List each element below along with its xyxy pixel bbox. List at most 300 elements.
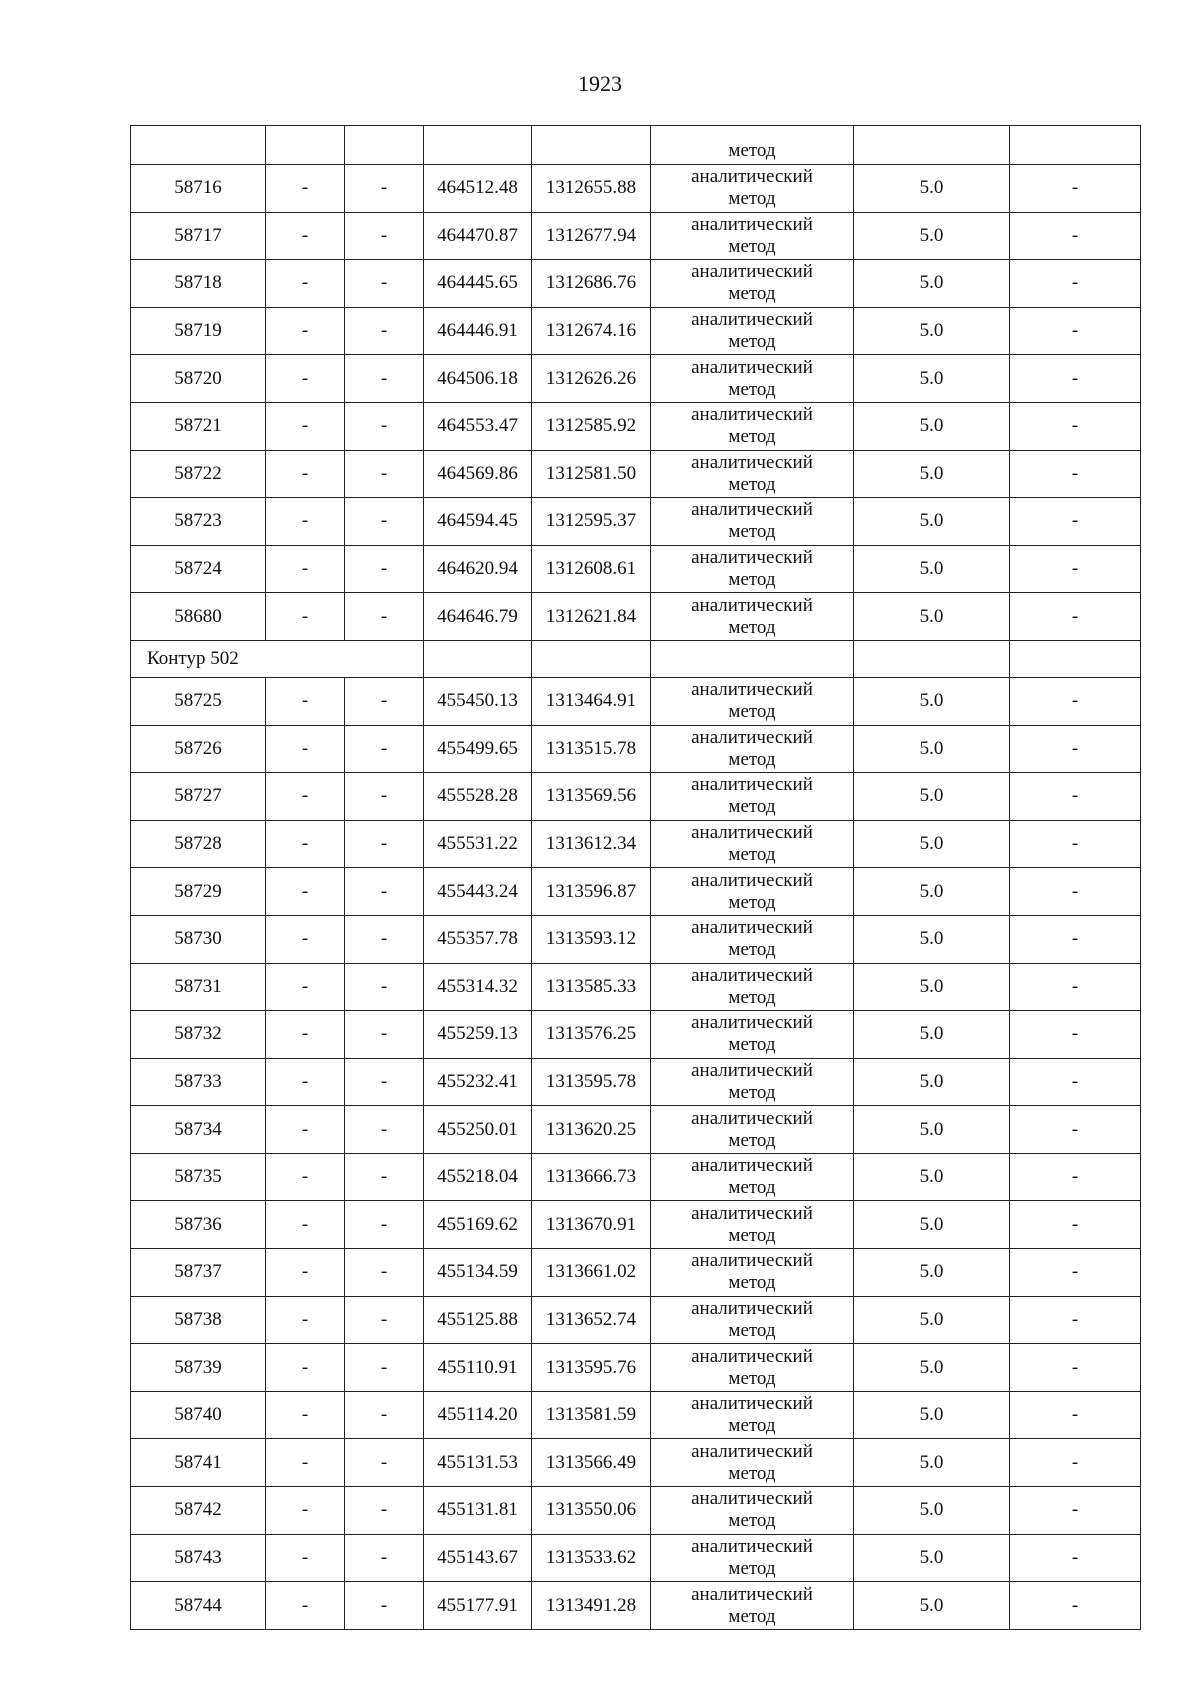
dash-cell: - [1010,307,1141,355]
method-cell [651,307,854,355]
method-line-2: метод [728,986,776,1008]
y-coordinate-cell: 1313566.49 [532,1439,651,1487]
method-line-2: метод [728,188,776,210]
method-cell [651,355,854,403]
dash-cell: - [1010,165,1141,213]
accuracy-cell: 5.0 [854,402,1010,450]
method-line-1: аналитический [691,1440,813,1462]
x-coordinate-cell: 455499.65 [424,725,532,773]
table-row [131,1249,1141,1297]
dash-cell: - [266,963,345,1011]
y-coordinate-cell: 1313661.02 [532,1249,651,1297]
dash-cell: - [345,402,424,450]
y-coordinate-cell: 1312585.92 [532,402,651,450]
point-number-cell: 58723 [131,498,266,546]
method-cell [651,212,854,260]
dash-cell: - [1010,1487,1141,1535]
method-line-1: аналитический [691,499,813,521]
dash-cell: - [266,165,345,213]
dash-cell: - [345,677,424,725]
y-coordinate-cell: 1313581.59 [532,1391,651,1439]
table-row [131,1058,1141,1106]
point-number-cell: 58717 [131,212,266,260]
table-row [131,450,1141,498]
y-coordinate-cell: 1312686.76 [532,260,651,308]
dash-cell: - [345,1011,424,1059]
table-row [131,1344,1141,1392]
dash-cell: - [345,1391,424,1439]
dash-cell: - [266,402,345,450]
empty-cell [1010,640,1141,677]
point-number-cell: 58743 [131,1534,266,1582]
dash-cell: - [266,1201,345,1249]
dash-cell: - [266,260,345,308]
y-coordinate-cell: 1313666.73 [532,1153,651,1201]
x-coordinate-cell: 455259.13 [424,1011,532,1059]
x-coordinate-cell: 455125.88 [424,1296,532,1344]
dash-cell: - [345,915,424,963]
dash-cell: - [1010,1391,1141,1439]
method-line-2: метод [728,378,776,400]
method-line-1: аналитический [691,774,813,796]
method-line-2: метод [728,1272,776,1294]
dash-cell: - [345,1344,424,1392]
method-cell [651,498,854,546]
method-cell [651,1534,854,1582]
method-line-1: аналитический [691,1488,813,1510]
point-number-cell: 58733 [131,1058,266,1106]
method-cell [651,1011,854,1059]
accuracy-cell: 5.0 [854,307,1010,355]
point-number-cell: 58726 [131,725,266,773]
dash-cell: - [1010,1201,1141,1249]
method-line-1: аналитический [691,726,813,748]
dash-cell: - [1010,450,1141,498]
dash-cell: - [345,963,424,1011]
dash-cell: - [266,1296,345,1344]
accuracy-cell: 5.0 [854,915,1010,963]
section-label: Контур 502 [131,640,424,677]
dash-cell: - [345,773,424,821]
method-line-1: аналитический [691,1535,813,1557]
method-line-1: аналитический [691,404,813,426]
accuracy-cell: 5.0 [854,820,1010,868]
method-line-1: аналитический [691,1583,813,1605]
table-row [131,355,1141,403]
accuracy-cell: 5.0 [854,1058,1010,1106]
accuracy-cell: 5.0 [854,545,1010,593]
dash-cell: - [266,677,345,725]
point-number-cell: 58739 [131,1344,266,1392]
point-number-cell: 58721 [131,402,266,450]
y-coordinate-cell: 1313515.78 [532,725,651,773]
dash-cell: - [345,1106,424,1154]
method-line-2: метод [728,1319,776,1341]
method-line-2: метод [728,1462,776,1484]
dash-cell: - [1010,1249,1141,1297]
point-number-cell: 58719 [131,307,266,355]
x-coordinate-cell: 455110.91 [424,1344,532,1392]
point-number-cell: 58744 [131,1582,266,1630]
method-cell [651,545,854,593]
x-coordinate-cell: 455177.91 [424,1582,532,1630]
method-cell [651,1249,854,1297]
dash-cell: - [345,545,424,593]
x-coordinate-cell: 464620.94 [424,545,532,593]
method-line-1: аналитический [691,917,813,939]
dash-cell: - [266,1011,345,1059]
point-number-cell: 58727 [131,773,266,821]
x-coordinate-cell: 455131.81 [424,1487,532,1535]
method-cell [651,820,854,868]
accuracy-cell: 5.0 [854,498,1010,546]
method-line-1: аналитический [691,309,813,331]
dash-cell: - [1010,260,1141,308]
dash-cell: - [266,593,345,641]
method-line-1: аналитический [691,679,813,701]
method-line-1: аналитический [691,213,813,235]
accuracy-cell: 5.0 [854,1106,1010,1154]
dash-cell: - [266,1487,345,1535]
dash-cell: - [345,820,424,868]
method-line-2: метод [728,891,776,913]
method-line-2: метод [728,1510,776,1532]
method-cell [651,1391,854,1439]
point-number-cell: 58734 [131,1106,266,1154]
method-line-1: аналитический [691,261,813,283]
dash-cell: - [1010,355,1141,403]
method-cell [651,260,854,308]
y-coordinate-cell: 1312626.26 [532,355,651,403]
point-number-cell: 58740 [131,1391,266,1439]
coordinates-table-body [131,126,1141,1630]
accuracy-cell: 5.0 [854,868,1010,916]
y-coordinate-cell: 1313576.25 [532,1011,651,1059]
x-coordinate-cell: 455528.28 [424,773,532,821]
method-line-2: метод [728,426,776,448]
method-line-1: аналитический [691,451,813,473]
dash-cell: - [266,450,345,498]
accuracy-cell: 5.0 [854,165,1010,213]
dash-cell: - [1010,1582,1141,1630]
dash-cell: - [345,450,424,498]
table-row [131,498,1141,546]
method-cell [651,1106,854,1154]
x-coordinate-cell: 455443.24 [424,868,532,916]
method-cell [651,773,854,821]
dash-cell: - [1010,725,1141,773]
method-line-1: аналитический [691,356,813,378]
method-cell [651,1487,854,1535]
y-coordinate-cell: 1312674.16 [532,307,651,355]
table-row [131,1153,1141,1201]
x-coordinate-cell: 455450.13 [424,677,532,725]
accuracy-cell: 5.0 [854,773,1010,821]
table-row [131,868,1141,916]
method-line-2: метод [728,283,776,305]
dash-cell: - [1010,868,1141,916]
dash-cell: - [266,307,345,355]
dash-cell: - [345,1153,424,1201]
table-row [131,1296,1141,1344]
x-coordinate-cell: 464445.65 [424,260,532,308]
y-coordinate-cell: 1312608.61 [532,545,651,593]
accuracy-cell: 5.0 [854,725,1010,773]
y-coordinate-cell: 1312595.37 [532,498,651,546]
dash-cell: - [266,498,345,546]
method-line-2: метод [728,1129,776,1151]
point-number-cell: 58741 [131,1439,266,1487]
table-row [131,773,1141,821]
empty-cell [854,640,1010,677]
method-cell [651,1582,854,1630]
method-line-2: метод [728,1177,776,1199]
y-coordinate-cell: 1313596.87 [532,868,651,916]
dash-cell: - [1010,915,1141,963]
table-row [131,915,1141,963]
method-cell [651,868,854,916]
x-coordinate-cell: 455114.20 [424,1391,532,1439]
dash-cell: - [266,1534,345,1582]
dash-cell: - [1010,773,1141,821]
dash-cell: - [266,1439,345,1487]
method-cell [651,677,854,725]
y-coordinate-cell: 1313593.12 [532,915,651,963]
empty-cell [532,640,651,677]
method-cell [651,450,854,498]
method-line-1: аналитический [691,1059,813,1081]
method-line-1: аналитический [691,1107,813,1129]
dash-cell: - [345,307,424,355]
table-row [131,1582,1141,1630]
x-coordinate-cell: 464569.86 [424,450,532,498]
dash-cell: - [266,1153,345,1201]
accuracy-cell: 5.0 [854,1011,1010,1059]
table-row [131,677,1141,725]
dash-cell: - [1010,1534,1141,1582]
dash-cell: - [266,1391,345,1439]
dash-cell: - [345,725,424,773]
x-coordinate-cell: 455131.53 [424,1439,532,1487]
y-coordinate-cell: 1313569.56 [532,773,651,821]
point-number-cell: 58728 [131,820,266,868]
method-line-2: метод [728,616,776,638]
dash-cell: - [345,1058,424,1106]
table-row [131,1391,1141,1439]
dash-cell: - [345,355,424,403]
dash-cell: - [1010,1011,1141,1059]
table-row [131,260,1141,308]
dash-cell: - [266,1582,345,1630]
table-row [131,1201,1141,1249]
x-coordinate-cell: 455232.41 [424,1058,532,1106]
y-coordinate-cell: 1312621.84 [532,593,651,641]
y-coordinate-cell: 1313595.78 [532,1058,651,1106]
dash-cell: - [266,1249,345,1297]
x-coordinate-cell: 464646.79 [424,593,532,641]
method-line-2: метод [728,1224,776,1246]
accuracy-cell: 5.0 [854,1201,1010,1249]
point-number-cell: 58731 [131,963,266,1011]
table-row [131,725,1141,773]
dash-cell: - [266,773,345,821]
x-coordinate-cell: 455531.22 [424,820,532,868]
dash-cell: - [266,915,345,963]
method-line-2: метод [728,1605,776,1627]
accuracy-cell: 5.0 [854,1487,1010,1535]
accuracy-cell: 5.0 [854,260,1010,308]
dash-cell: - [1010,1344,1141,1392]
x-coordinate-cell: 464594.45 [424,498,532,546]
point-number-cell: 58718 [131,260,266,308]
accuracy-cell: 5.0 [854,1249,1010,1297]
y-coordinate-cell: 1312655.88 [532,165,651,213]
accuracy-cell: 5.0 [854,963,1010,1011]
table-row [131,1439,1141,1487]
continuation-row [131,126,1141,165]
x-coordinate-cell: 455218.04 [424,1153,532,1201]
accuracy-cell: 5.0 [854,1296,1010,1344]
point-number-cell: 58742 [131,1487,266,1535]
method-line-1: аналитический [691,166,813,188]
dash-cell: - [345,593,424,641]
dash-cell: - [266,1344,345,1392]
table-row [131,1487,1141,1535]
y-coordinate-cell: 1313652.74 [532,1296,651,1344]
method-cell [651,963,854,1011]
y-coordinate-cell: 1313670.91 [532,1201,651,1249]
method-line-2: метод [728,1034,776,1056]
dash-cell: - [1010,498,1141,546]
coordinates-table [130,125,1141,1630]
y-coordinate-cell: 1313585.33 [532,963,651,1011]
x-coordinate-cell: 464506.18 [424,355,532,403]
dash-cell: - [345,260,424,308]
dash-cell: - [345,212,424,260]
method-cell [651,725,854,773]
method-cell [651,1058,854,1106]
accuracy-cell: 5.0 [854,1153,1010,1201]
y-coordinate-cell: 1313464.91 [532,677,651,725]
method-line-1: аналитический [691,822,813,844]
dash-cell: - [266,1058,345,1106]
dash-cell: - [266,545,345,593]
x-coordinate-cell: 464512.48 [424,165,532,213]
accuracy-cell: 5.0 [854,450,1010,498]
method-line-2: метод [728,1367,776,1389]
accuracy-cell: 5.0 [854,212,1010,260]
dash-cell: - [266,725,345,773]
table-row [131,1106,1141,1154]
dash-cell: - [1010,1296,1141,1344]
method-line-1: аналитический [691,1250,813,1272]
method-cell: метод [651,126,854,165]
empty-cell [424,640,532,677]
point-number-cell: 58738 [131,1296,266,1344]
table-row [131,545,1141,593]
dash-cell: - [1010,677,1141,725]
method-line-2: метод [728,796,776,818]
method-cell [651,1439,854,1487]
method-cell [651,1344,854,1392]
accuracy-cell: 5.0 [854,1534,1010,1582]
x-coordinate-cell: 455169.62 [424,1201,532,1249]
table-row [131,820,1141,868]
dash-cell: - [345,1582,424,1630]
x-coordinate-cell: 455357.78 [424,915,532,963]
x-coordinate-cell: 464446.91 [424,307,532,355]
y-coordinate-cell: 1313550.06 [532,1487,651,1535]
dash-cell: - [1010,545,1141,593]
method-line-1: аналитический [691,1012,813,1034]
table-row [131,307,1141,355]
y-coordinate-cell: 1313491.28 [532,1582,651,1630]
method-line-2: метод [728,1081,776,1103]
method-line-1: аналитический [691,1345,813,1367]
dash-cell: - [266,868,345,916]
method-line-2: метод [728,521,776,543]
accuracy-cell: 5.0 [854,1391,1010,1439]
y-coordinate-cell: 1313533.62 [532,1534,651,1582]
accuracy-cell: 5.0 [854,1582,1010,1630]
method-line-2: метод [728,331,776,353]
method-line-2: метод [728,748,776,770]
method-line-1: аналитический [691,594,813,616]
dash-cell: - [266,212,345,260]
point-number-cell: 58716 [131,165,266,213]
dash-cell: - [345,1296,424,1344]
dash-cell: - [1010,212,1141,260]
x-coordinate-cell: 464553.47 [424,402,532,450]
y-coordinate-cell: 1312581.50 [532,450,651,498]
point-number-cell: 58720 [131,355,266,403]
method-line-1: аналитический [691,1393,813,1415]
point-number-cell: 58736 [131,1201,266,1249]
method-line-2: метод [728,844,776,866]
y-coordinate-cell: 1313595.76 [532,1344,651,1392]
dash-cell: - [345,1487,424,1535]
accuracy-cell: 5.0 [854,677,1010,725]
dash-cell: - [345,498,424,546]
method-cell [651,915,854,963]
dash-cell: - [345,1534,424,1582]
method-cell [651,1153,854,1201]
accuracy-cell: 5.0 [854,355,1010,403]
y-coordinate-cell: 1313612.34 [532,820,651,868]
method-line-2: метод [728,473,776,495]
page-number: 1923 [578,71,622,96]
dash-cell: - [266,820,345,868]
point-number-cell: 58737 [131,1249,266,1297]
method-cell [651,1201,854,1249]
method-line-2: метод [728,701,776,723]
dash-cell: - [1010,963,1141,1011]
dash-cell: - [266,355,345,403]
dash-cell: - [266,1106,345,1154]
point-number-cell: 58730 [131,915,266,963]
method-cell [651,165,854,213]
dash-cell: - [1010,1058,1141,1106]
method-cell [651,1296,854,1344]
dash-cell: - [345,1201,424,1249]
dash-cell: - [1010,593,1141,641]
table-row [131,165,1141,213]
point-number-cell: 58735 [131,1153,266,1201]
x-coordinate-cell: 455314.32 [424,963,532,1011]
table-row [131,1534,1141,1582]
table-row [131,402,1141,450]
empty-cell [651,640,854,677]
